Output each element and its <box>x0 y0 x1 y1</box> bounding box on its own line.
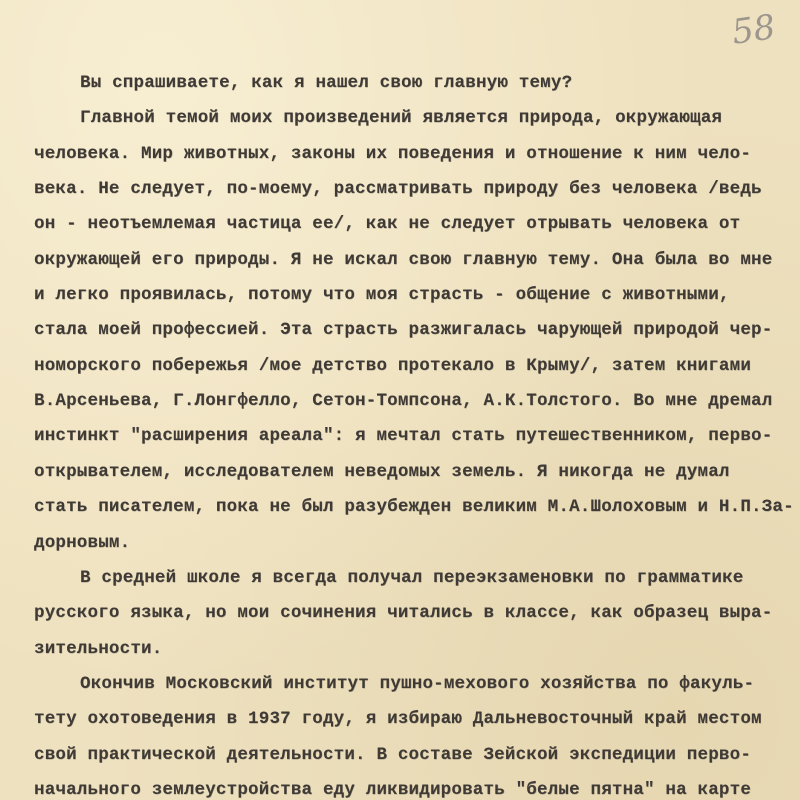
text-line: окружающей его природы. Я не искал свою главную тему. Она была во мне <box>34 250 773 270</box>
text-line: Окончив Московский институт пушно-мехового хозяйства по факуль- <box>80 674 755 694</box>
text-line: тету охотоведения в 1937 году, я избираю Дальневосточный край местом <box>34 709 762 729</box>
text-line: человека. Мир животных, законы их поведения и отношение к ним чело- <box>34 144 752 164</box>
text-line: дорновым. <box>34 533 131 553</box>
text-line: стать писателем, пока не был разубежден великим М.А.Шолоховым и Н.П.За- <box>34 497 794 517</box>
text-line: В средней школе я всегда получал переэкзаменовки по грамматике <box>80 568 744 588</box>
text-line: начального землеустройства еду ликвидировать "белые пятна" на карте <box>34 780 752 800</box>
text-line: он - неотъемлемая частица ее/, как не следует отрывать человека от <box>34 214 741 234</box>
text-line: Вы спрашиваете, как я нашел свою главную тему? <box>80 73 573 93</box>
text-line: века. Не следует, по-моему, рассматривать природу без человека /ведь <box>34 179 762 199</box>
text-line: номорского побережья /мое детство протекало в Крыму/, затем книгами <box>34 356 752 376</box>
text-line: В.Арсеньева, Г.Лонгфелло, Сетон-Томпсона, А.К.Толстого. Во мне дремал <box>34 391 773 411</box>
text-line: русского языка, но мои сочинения читались в классе, как образец выра- <box>34 603 773 623</box>
text-line: стала моей профессией. Эта страсть разжигалась чарующей природой чер- <box>34 320 773 340</box>
text-line: открывателем, исследователем неведомых земель. Я никогда не думал <box>34 462 730 482</box>
text-line: и легко проявилась, потому что моя страсть - общение с животными, <box>34 285 730 305</box>
page-number: 58 <box>729 7 778 53</box>
text-line: свой практической деятельности. В составе Зейской экспедиции перво- <box>34 745 752 765</box>
text-line: зительности. <box>34 639 163 659</box>
text-line: инстинкт "расширения ареала": я мечтал стать путешественником, перво- <box>34 426 773 446</box>
text-line: Главной темой моих произведений является природа, окружающая <box>80 108 723 128</box>
